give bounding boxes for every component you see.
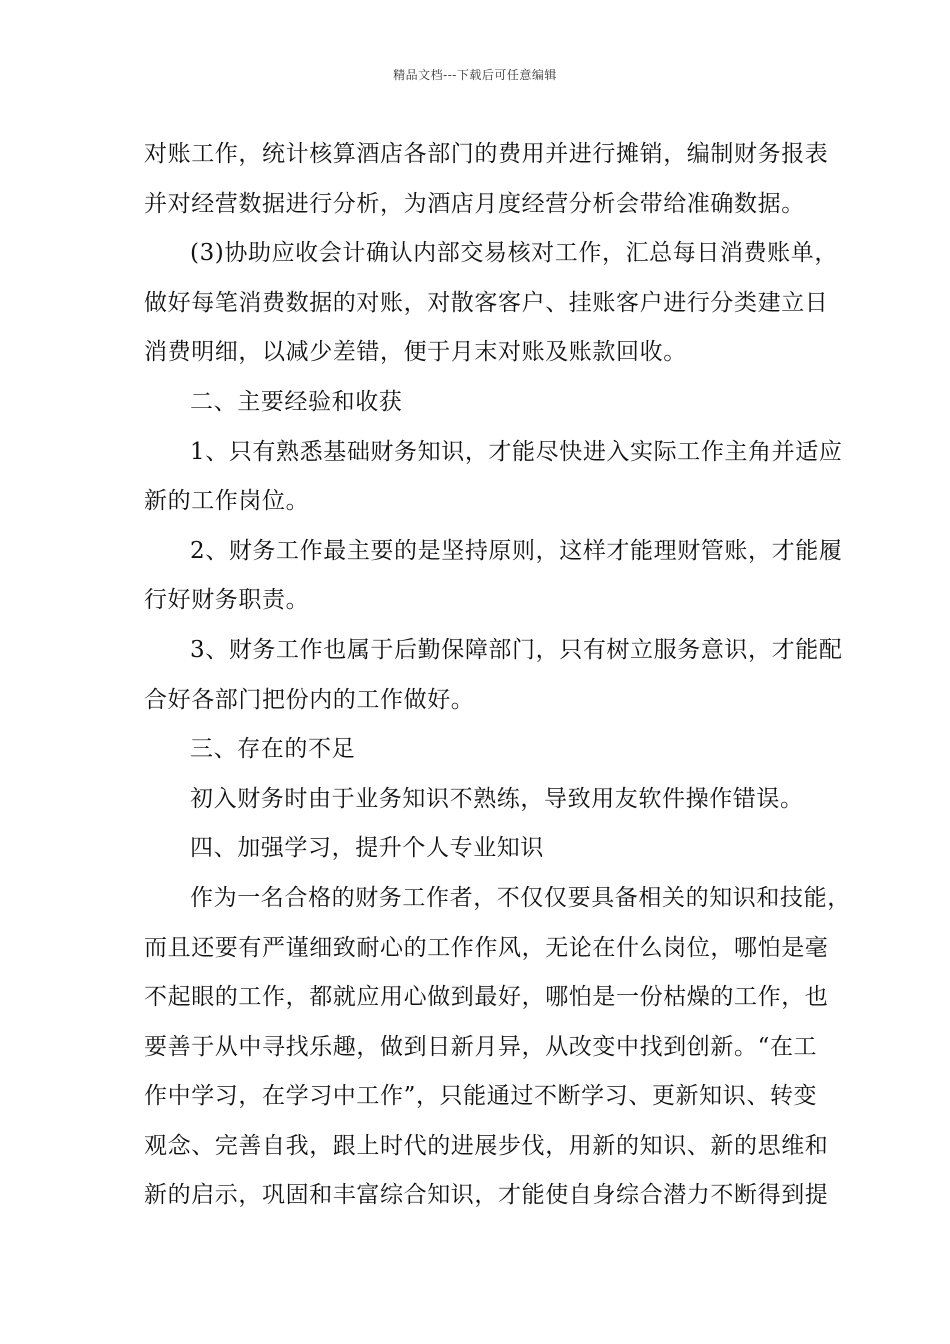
text-line: 新的启示，巩固和丰富综合知识，才能使自身综合潜力不断得到提: [144, 1182, 829, 1209]
text-line: 并对经营数据进行分析，为酒店月度经营分析会带给准确数据。: [144, 190, 805, 217]
document-body: [144, 130, 851, 1221]
text-line: 新的工作岗位。: [144, 488, 310, 515]
section-heading: 四、加强学习，提升个人专业知识: [190, 835, 544, 862]
paragraph-start-line: 1、只有熟悉基础财务知识，才能尽快进入实际工作主角并适应: [190, 438, 843, 465]
paragraph-start-line: (3)协助应收会计确认内部交易核对工作，汇总每日消费账单，: [190, 240, 838, 267]
text-line: 作中学习，在学习中工作”，只能通过不断学习、更新知识、转变: [144, 1083, 818, 1110]
text-line: 不起眼的工作，都就应用心做到最好，哪怕是一份枯燥的工作，也: [144, 984, 829, 1011]
text-line: 观念、完善自我，跟上时代的进展步伐，用新的知识、新的思维和: [144, 1132, 829, 1159]
text-line: 行好财务职责。: [144, 587, 310, 614]
text-line: 消费明细，以减少差错，便于月末对账及账款回收。: [144, 339, 687, 366]
paragraph-start-line: 3、财务工作也属于后勤保障部门，只有树立服务意识，才能配: [190, 636, 843, 663]
text-line: 合好各部门把份内的工作做好。: [144, 686, 475, 713]
section-heading: 二、主要经验和收获: [190, 388, 403, 415]
paragraph-start-line: 作为一名合格的财务工作者，不仅仅要具备相关的知识和技能，: [190, 884, 851, 911]
text-line: 而且还要有严谨细致耐心的工作作风，无论在什么岗位，哪怕是毫: [144, 934, 829, 961]
text-line: 做好每笔消费数据的对账，对散客客户、挂账客户进行分类建立日: [144, 289, 829, 316]
paragraph-start-line: 初入财务时由于业务知识不熟练，导致用友软件操作错误。: [190, 785, 804, 812]
section-heading: 三、存在的不足: [190, 736, 356, 763]
text-line: 要善于从中寻找乐趣，做到日新月异，从改变中找到创新。“在工: [144, 1033, 818, 1060]
paragraph-start-line: 2、财务工作最主要的是坚持原则，这样才能理财管账，才能履: [190, 537, 843, 564]
text-line: 对账工作，统计核算酒店各部门的费用并进行摊销，编制财务报表: [144, 141, 829, 167]
page-header: 精品文档---下载后可任意编辑: [393, 68, 557, 82]
